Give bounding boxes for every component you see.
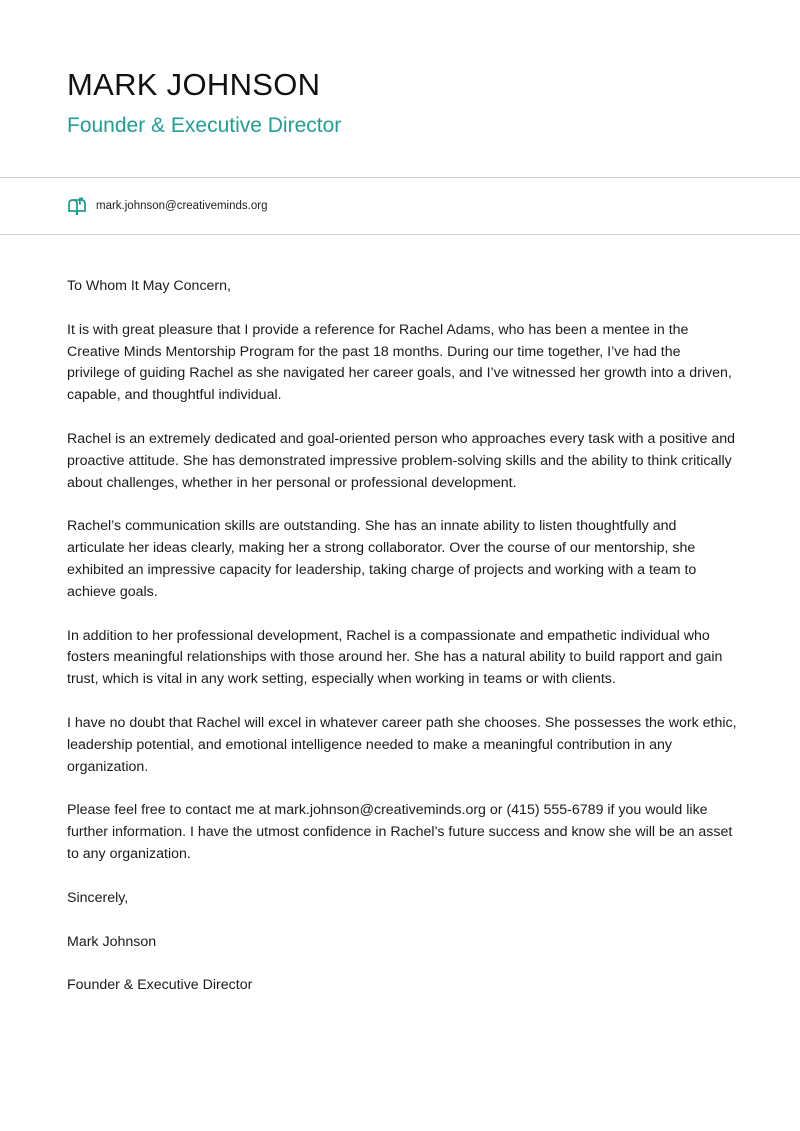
body-paragraph: It is with great pleasure that I provide a reference for Rachel Adams, who has been a mentee in the Creative Minds Mentorship Program for the past 18 months. During our time together, I’ve had the privilege of guiding Rachel as she navigated her career goals, and I’ve witnessed her growth into a driven, capable, and thoughtful individual. bbox=[67, 321, 732, 404]
author-name: MARK JOHNSON bbox=[67, 67, 321, 102]
letter-header bbox=[67, 66, 341, 140]
header-divider bbox=[0, 177, 800, 178]
body-paragraph: Rachel is an extremely dedicated and goal-oriented person who approaches every task with a positive and proactive attitude. She has demonstrated impressive problem-solving skills and the ability to think critically about challenges, whether in her personal or professional development. bbox=[67, 430, 735, 491]
body-paragraph: I have no doubt that Rachel will excel in whatever career path she chooses. She possesses the work ethic, leadership potential, and emotional intelligence needed to make a meaningful contribution in any organization. bbox=[67, 714, 737, 775]
author-title: Founder & Executive Director bbox=[67, 114, 342, 137]
signature-title: Founder & Executive Director bbox=[67, 977, 253, 994]
contact-row bbox=[67, 195, 267, 217]
body-paragraph: In addition to her professional development, Rachel is a compassionate and empathetic individual who fosters meaningful relationships with those around her. She has a natural ability to build rapport and gain trust, which is vital in any work setting, especially when working in teams or with clients. bbox=[67, 627, 723, 688]
letter-body bbox=[67, 276, 737, 1019]
mailbox-icon bbox=[67, 196, 87, 216]
body-paragraph: Rachel’s communication skills are outstanding. She has an innate ability to listen thoughtfully and articulate her ideas clearly, making her a strong collaborator. Over the course of our mentorship, she exhibited an impressive capacity for leadership, taking charge of projects and working with a team to achieve goals. bbox=[67, 518, 697, 600]
signature-name: Mark Johnson bbox=[67, 933, 157, 950]
body-paragraph: Please feel free to contact me at mark.johnson@creativeminds.org or (415) 555-6789 if you would like further information. I have the utmost confidence in Rachel’s future success and know she will be an asset to any organization. bbox=[67, 802, 733, 862]
contact-divider bbox=[0, 234, 800, 235]
contact-email[interactable]: mark.johnson@creativeminds.org bbox=[96, 200, 268, 212]
salutation: To Whom It May Concern, bbox=[67, 278, 231, 294]
closing: Sincerely, bbox=[67, 889, 129, 906]
